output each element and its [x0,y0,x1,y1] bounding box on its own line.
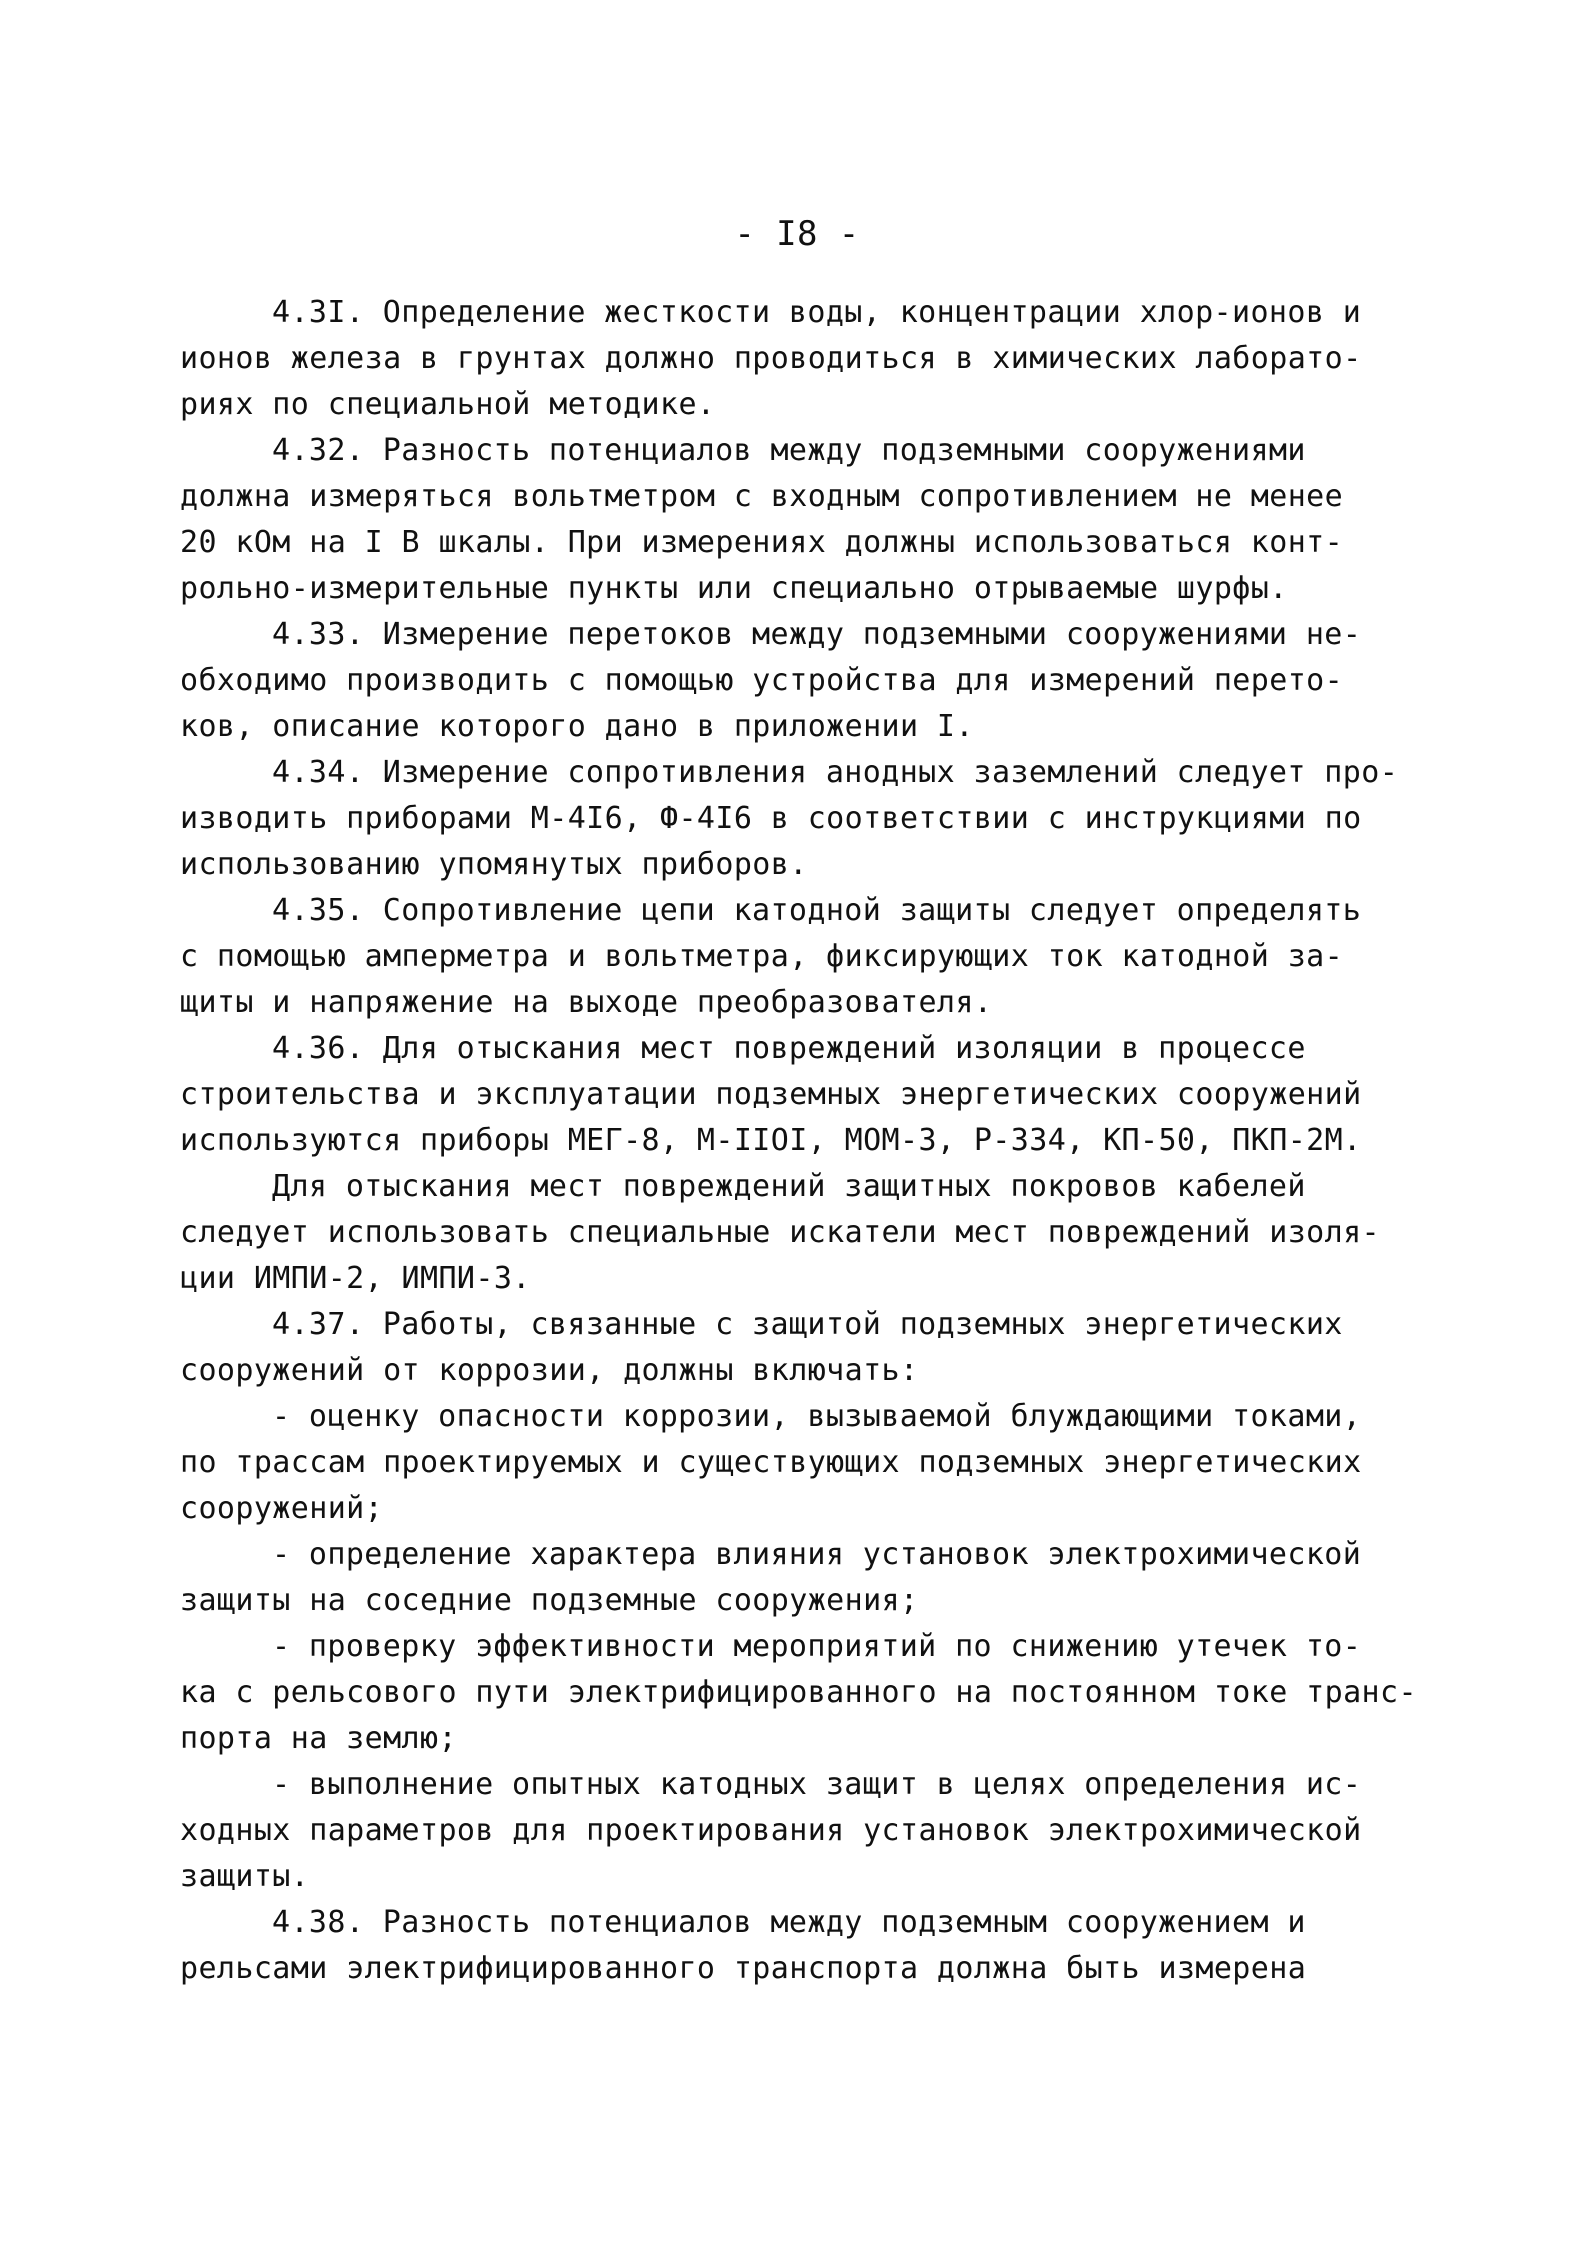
text-line: ходных параметров для проектирования установок электрохимической [180,1813,1362,1848]
text-line: обходимо производить с помощью устройства для измерений перето- [180,663,1344,698]
text-line: порта на землю; [180,1721,457,1756]
text-line: 20 кОм на I В шкалы. При измерениях должны использоваться конт- [180,525,1344,560]
text-line: 4.33. Измерение перетоков между подземными сооружениями не- [272,617,1362,652]
text-line: сооружений от коррозии, должны включать: [180,1353,919,1388]
text-line: рельсами электрифицированного транспорта должна быть измерена [180,1951,1307,1986]
text-line: по трассам проектируемых и существующих подземных энергетических [180,1445,1362,1480]
text-line: 4.35. Сопротивление цепи катодной защиты следует определять [272,893,1362,928]
text-line: ции ИМПИ-2, ИМПИ-3. [180,1261,531,1296]
text-line: используются приборы МЕГ-8, М-IIOI, МОМ-3, Р-334, КП-50, ПКП-2М. [180,1123,1362,1158]
text-line: Для отыскания мест повреждений защитных покровов кабелей [272,1169,1306,1204]
text-line: - выполнение опытных катодных защит в целях определения ис- [272,1767,1362,1802]
text-line: следует использовать специальные искатели мест повреждений изоля- [180,1215,1380,1250]
page-number: - I8 - [734,214,860,254]
text-line: 4.36. Для отыскания мест повреждений изоляции в процессе [272,1031,1306,1066]
text-line: - проверку эффективности мероприятий по снижению утечек то- [272,1629,1362,1664]
text-line: 4.3I. Определение жесткости воды, концентрации хлор-ионов и [272,295,1362,330]
text-line: 4.38. Разность потенциалов между подземным сооружением и [272,1905,1306,1940]
text-line: использованию упомянутых приборов. [180,847,808,882]
text-line: 4.37. Работы, связанные с защитой подземных энергетических [272,1307,1343,1342]
text-line: защиты на соседние подземные сооружения; [180,1583,919,1618]
text-line: - оценку опасности коррозии, вызываемой блуждающими токами, [272,1399,1362,1434]
text-line: должна измеряться вольтметром с входным сопротивлением не менее [180,479,1344,514]
text-line: строительства и эксплуатации подземных энергетических сооружений [180,1077,1362,1112]
text-line: 4.34. Измерение сопротивления анодных заземлений следует про- [272,755,1399,790]
text-line: ков, описание которого дано в приложении I. [180,709,974,744]
text-line: - определение характера влияния установок электрохимической [272,1537,1362,1572]
text-line: изводить приборами М-4I6, Ф-4I6 в соответствии с инструкциями по [180,801,1362,836]
text-line: с помощью амперметра и вольтметра, фиксирующих ток катодной за- [180,939,1344,974]
text-line: ка с рельсового пути электрифицированного на постоянном токе транс- [180,1675,1417,1710]
text-line: щиты и напряжение на выходе преобразователя. [180,985,993,1020]
text-line: защиты. [180,1859,310,1894]
text-line: рольно-измерительные пункты или специально отрываемые шурфы. [180,571,1288,606]
text-line: 4.32. Разность потенциалов между подземными сооружениями [272,433,1306,468]
text-line: сооружений; [180,1491,384,1526]
text-line: ионов железа в грунтах должно проводиться в химических лаборато- [180,341,1362,376]
text-line: риях по специальной методике. [180,387,716,422]
